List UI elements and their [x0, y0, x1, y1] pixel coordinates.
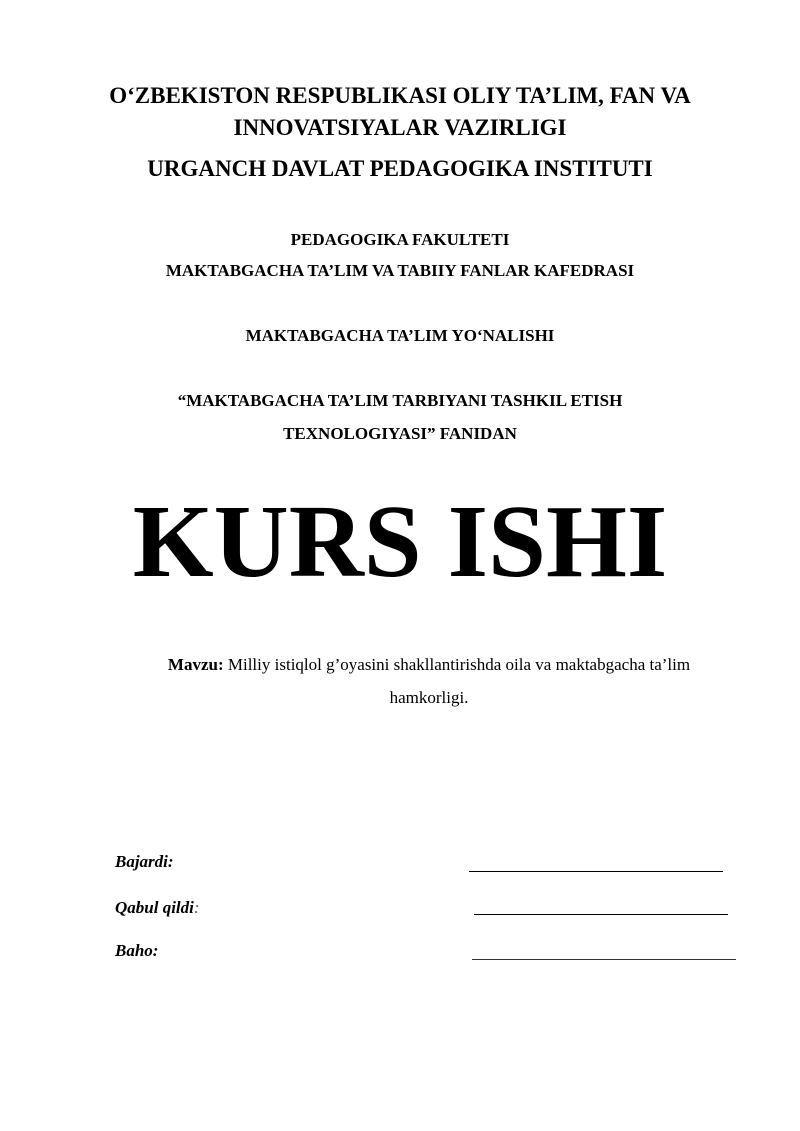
signature-line-bajardi [469, 871, 723, 872]
department-name: MAKTABGACHA TA’LIM VA TABIIY FANLAR KAFEDRASI [165, 261, 635, 280]
topic-line-1 [0, 655, 800, 675]
topic-line-2: hamkorligi. [389, 688, 469, 707]
signature-line-baho [472, 959, 736, 960]
topic-text-1: Milliy istiqlol g’oyasini shakllantirishda oila va maktabgacha ta’lim [223, 655, 691, 674]
direction-name: MAKTABGACHA TA’LIM YO‘NALISHI [245, 326, 555, 345]
document-title: KURS ISHI [132, 484, 668, 599]
signature-label-qabul-qildi: Qabul qildi: [115, 898, 200, 917]
signature-label-bajardi: Bajardi: [115, 852, 174, 871]
subject-line-1: “MAKTABGACHA TA’LIM TARBIYANI TASHKIL ETISH [177, 391, 623, 410]
topic-label: Mavzu: [167, 655, 224, 674]
signature-label-baho: Baho: [115, 941, 159, 960]
ministry-line-2: INNOVATSIYALAR VAZIRLIGI [233, 115, 567, 140]
institute-name: URGANCH DAVLAT PEDAGOGIKA INSTITUTI [147, 156, 653, 181]
subject-line-2: TEXNOLOGIYASI” FANIDAN [283, 424, 517, 443]
ministry-line-1: O‘ZBEKISTON RESPUBLIKASI OLIY TA’LIM, FAN VA [109, 83, 691, 108]
signature-line-qabul-qildi [474, 914, 728, 915]
faculty-name: PEDAGOGIKA FAKULTETI [290, 230, 510, 249]
